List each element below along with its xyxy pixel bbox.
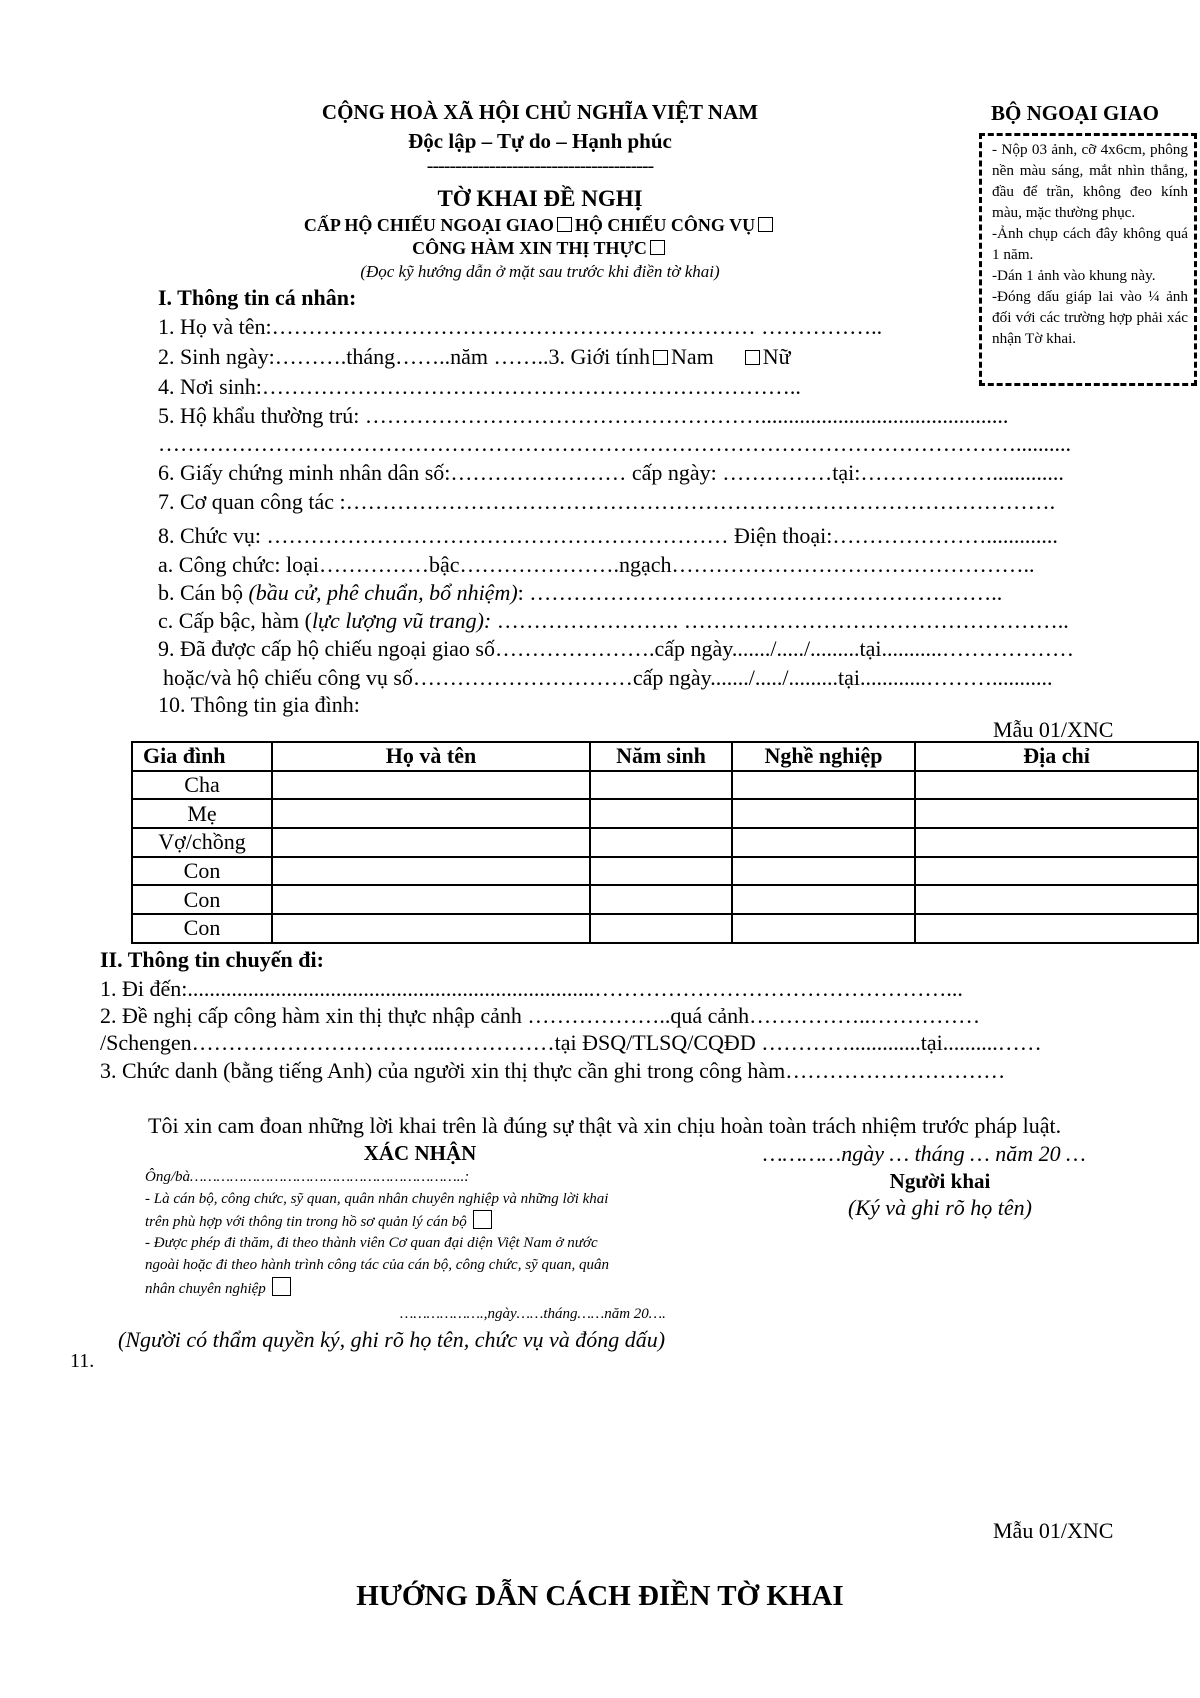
field-visa-schengen[interactable]: /Schengen……………………………..……………tại ĐSQ/TLSQ/CQĐD ………….............tại..........…… [100,1030,1042,1055]
photo-instruction: -Đóng dấu giáp lai vào ¼ ảnh đối với các trường hợp phải xác nhận Tờ khai. [992,288,1188,347]
form-code: Mẫu 01/XNC [993,717,1114,742]
occupation-cell[interactable] [732,885,915,914]
address-cell[interactable] [915,828,1198,857]
table-row [132,799,1198,828]
occupation-cell[interactable] [732,771,915,800]
address-cell[interactable] [915,799,1198,828]
field-family-info: 10. Thông tin gia đình: [158,692,360,717]
table-row [132,885,1198,914]
field-position-phone[interactable]: 8. Chức vụ: ……………………………………………………… Điện thoại:…………………............. [158,523,1058,548]
name-cell[interactable] [272,799,590,828]
photo-box [979,133,1197,386]
diplomatic-passport-label: CẤP HỘ CHIẾU NGOẠI GIAO [303,215,554,235]
relation-cell: Con [132,914,272,943]
table-row [132,914,1198,943]
field-english-title[interactable]: 3. Chức danh (bằng tiếng Anh) của người xin thị thực cần ghi trong công hàm………………………… [100,1058,1006,1083]
applicant-sign-note: (Ký và ghi rõ họ tên) [848,1195,1032,1220]
applicant-date[interactable]: …………ngày … tháng … năm 20 … [763,1141,1086,1166]
field-residence-2[interactable]: ……………………………………………………………………………………………………….......... [158,431,1071,456]
cadre-label: b. Cán bộ [158,580,249,605]
birth-year-cell[interactable] [590,885,732,914]
field-residence-1[interactable]: 5. Hộ khẩu thường trú: ………………………………………………............................................. [158,403,1009,428]
item-11: 11. [70,1350,95,1372]
address-cell[interactable] [915,857,1198,886]
rank-blank: ……………………. …………………………………………….. [491,608,1069,633]
confirm-visit-line-2: ngoài hoặc đi theo hành trình công tác của cán bộ, công chức, sỹ quan, quân [145,1257,609,1273]
form-title: TỜ KHAI ĐỀ NGHỊ [437,186,643,211]
name-cell[interactable] [272,857,590,886]
address-cell[interactable] [915,914,1198,943]
field-full-name[interactable]: 1. Họ và tên:………………………………………………………… …………….. [158,314,883,339]
column-header: Địa chỉ [915,742,1198,771]
guide-title: HƯỚNG DẪN CÁCH ĐIỀN TỜ KHAI [356,1580,844,1612]
field-civil-servant[interactable]: a. Công chức: loại……………bậc………………….ngạch………………………………………….. [158,552,1035,577]
table-row [132,828,1198,857]
field-cadre[interactable] [158,580,1002,606]
declaration: Tôi xin cam đoan những lời khai trên là đúng sự thật và xin chịu hoàn toàn trách nhiệm trước pháp luật. [148,1113,1062,1138]
relation-cell: Con [132,885,272,914]
confirm-date[interactable]: ……………….,ngày……tháng……năm 20…. [400,1306,666,1322]
occupation-cell[interactable] [732,857,915,886]
applicant-title: Người khai [889,1169,991,1193]
field-diplomatic-passport[interactable]: 9. Đã được cấp hộ chiếu ngoại giao số………………….cấp ngày......./...../.........tại...........……………… [158,636,1075,661]
birth-year-cell[interactable] [590,857,732,886]
visa-note-label: CÔNG HÀM XIN THỊ THỰC [412,238,647,258]
address-cell[interactable] [915,771,1198,800]
table-row [132,771,1198,800]
gender-female-label: Nữ [762,344,791,369]
ministry-name: BỘ NGOẠI GIAO [991,101,1160,125]
table-row [132,857,1198,886]
form-subtitle-1 [250,215,830,236]
field-workplace[interactable]: 7. Cơ quan công tác :……………………………………………………………………………………. [158,489,1056,514]
confirm-visit-line-3 [145,1277,291,1300]
confirm-cadre-line: - Là cán bộ, công chức, sỹ quan, quân nhân chuyên nghiệp và những lời khai [145,1191,609,1207]
section1-heading: I. Thông tin cá nhân: [158,285,357,310]
column-header: Họ và tên [272,742,590,771]
field-birth-date[interactable]: 2. Sinh ngày:……….tháng……..năm ……..3. Giới tính [158,344,650,369]
header-divider: ---------------------------------------- [426,155,654,177]
occupation-cell[interactable] [732,914,915,943]
birth-year-cell[interactable] [590,799,732,828]
family-table [131,741,1199,944]
rank-label: c. Cấp bậc, hàm ( [158,608,312,633]
relation-cell: Mẹ [132,799,272,828]
form-note: (Đọc kỹ hướng dẫn ở mặt sau trước khi điền tờ khai) [360,262,720,281]
birth-year-cell[interactable] [590,914,732,943]
column-header: Nghề nghiệp [732,742,915,771]
table-header-row [132,742,1198,771]
cadre-note: (bầu cử, phê chuẩn, bổ nhiệm) [248,580,518,605]
relation-cell: Vợ/chồng [132,828,272,857]
address-cell[interactable] [915,885,1198,914]
occupation-cell[interactable] [732,828,915,857]
gender-male-label: Nam [670,344,714,369]
visa-note-checkbox[interactable] [650,240,665,255]
field-id-card[interactable]: 6. Giấy chứng minh nhân dân số:…………………… cấp ngày: ……………tại:………………............. [158,460,1064,485]
motto: Độc lập – Tự do – Hạnh phúc [408,129,672,153]
confirm-visit-line: - Được phép đi thăm, đi theo thành viên Cơ quan đại diện Việt Nam ở nước [145,1235,598,1251]
birth-year-cell[interactable] [590,771,732,800]
confirm-cadre-text: trên phù hợp với thông tin trong hồ sơ quản lý cán bộ [145,1214,467,1230]
relation-cell: Cha [132,771,272,800]
birth-year-cell[interactable] [590,828,732,857]
field-official-passport[interactable]: hoặc/và hộ chiếu công vụ số…………………………cấp ngày......./...../.........tại............………........... [163,665,1053,690]
gender-male-checkbox[interactable] [653,350,668,365]
confirm-sign-note: (Người có thẩm quyền ký, ghi rõ họ tên, chức vụ và đóng dấu) [118,1327,666,1352]
rank-note: lực lượng vũ trang): [311,608,492,633]
confirm-visit-checkbox[interactable] [272,1277,291,1296]
confirm-title: XÁC NHẬN [363,1141,477,1165]
field-destination[interactable]: 1. Đi đến:..........................................................................…………………………………………... [100,976,963,1001]
diplomatic-passport-checkbox[interactable] [557,217,572,232]
field-birth-gender [158,344,791,370]
column-header: Năm sinh [590,742,732,771]
field-rank[interactable] [158,608,1069,634]
form-subtitle-2 [250,238,830,259]
confirm-visit-text: nhân chuyên nghiệp [145,1281,266,1297]
official-passport-checkbox[interactable] [758,217,773,232]
field-birth-place[interactable]: 4. Nơi sinh:……………………………………………………………….. [158,374,801,399]
photo-instruction: - Nộp 03 ảnh, cỡ 4x6cm, phông nền màu sáng, mắt nhìn thẳng, đầu để trần, không đeo kính màu, mặc thường phục. [992,141,1188,221]
field-visa-entry[interactable]: 2. Đề nghị cấp công hàm xin thị thực nhập cảnh ………………..quá cảnh……………..…………… [100,1003,981,1028]
cadre-blank: : ……………………………………………………….. [517,580,1003,605]
relation-cell: Con [132,857,272,886]
confirm-cadre-checkbox[interactable] [473,1210,492,1229]
section2-heading: II. Thông tin chuyến đi: [100,947,324,972]
name-cell[interactable] [272,771,590,800]
name-cell[interactable] [272,885,590,914]
name-cell[interactable] [272,828,590,857]
confirm-name-line[interactable]: Ông/bà……………………………………………………..: [145,1169,470,1185]
name-cell[interactable] [272,914,590,943]
photo-instruction: -Dán 1 ảnh vào khung này. [992,267,1156,284]
occupation-cell[interactable] [732,799,915,828]
column-header: Gia đình [132,742,272,771]
gender-female-checkbox[interactable] [745,350,760,365]
photo-instruction: -Ảnh chụp cách đây không quá 1 năm. [992,225,1188,263]
official-passport-label: HỘ CHIẾU CÔNG VỤ [574,215,756,235]
confirm-cadre-line-2 [145,1210,492,1233]
country-name: CỘNG HOÀ XÃ HỘI CHỦ NGHĨA VIỆT NAM [321,100,759,124]
form-code-bottom: Mẫu 01/XNC [993,1518,1114,1543]
